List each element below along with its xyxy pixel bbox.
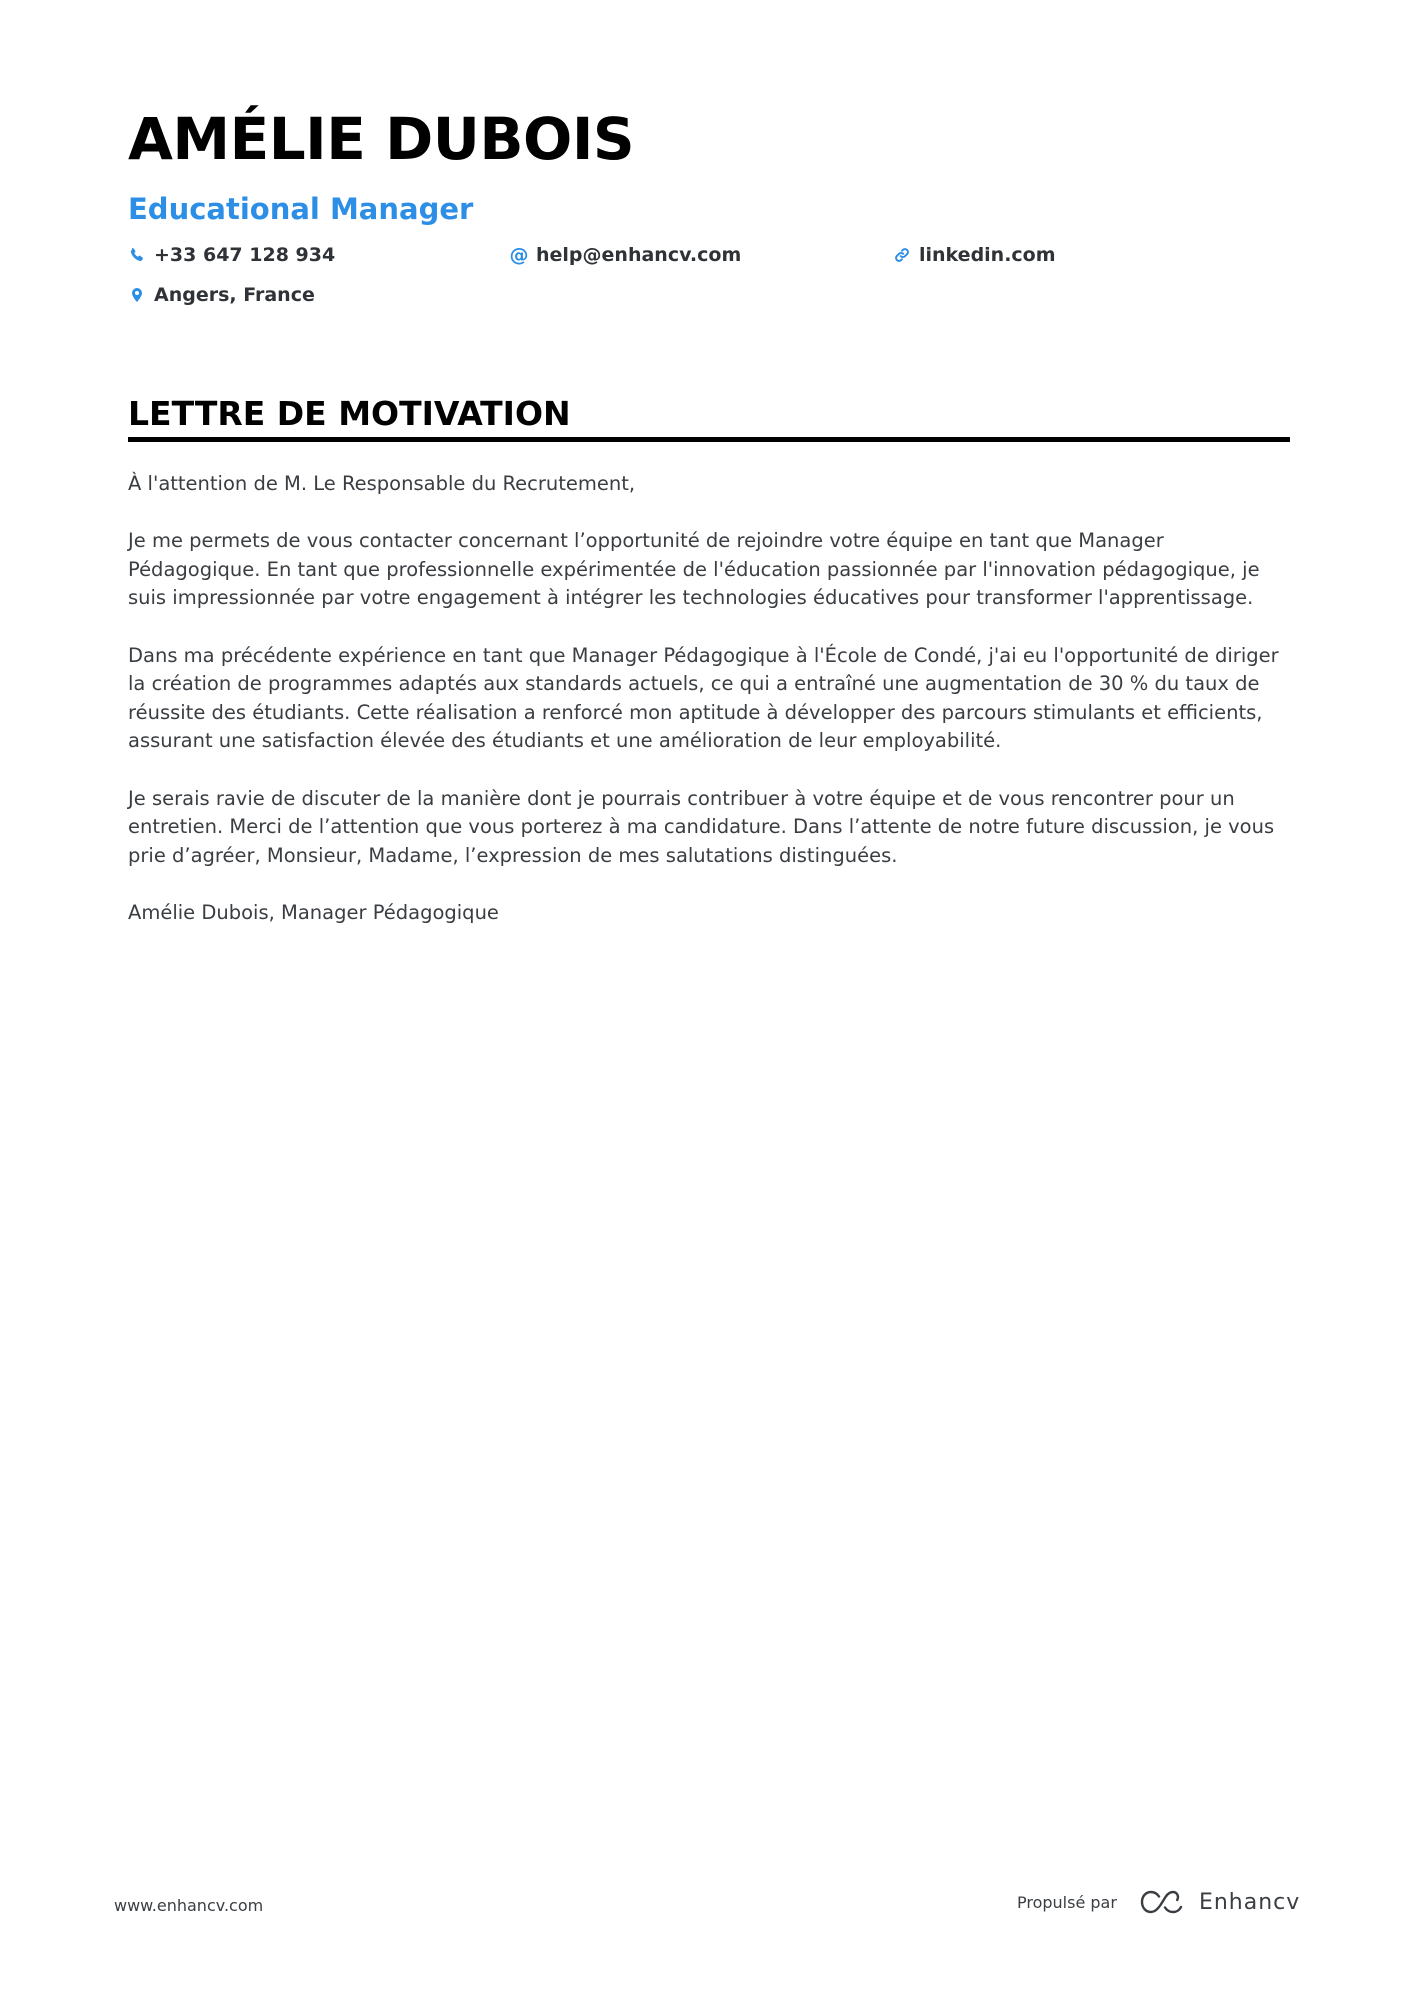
candidate-title: Educational Manager bbox=[128, 192, 474, 226]
letter-salutation: À l'attention de M. Le Responsable du Recrutement, bbox=[128, 472, 636, 495]
section-title: LETTRE DE MOTIVATION bbox=[128, 394, 571, 433]
phone-icon bbox=[128, 246, 146, 264]
letter-signature: Amélie Dubois, Manager Pédagogique bbox=[128, 900, 499, 924]
letter-paragraph: Je me permets de vous contacter concernant l’opportunité de rejoindre votre équipe en tant que Manager Pédagogique. En tant que professionnelle expérimentée de l'éducation passionnée par l'innovation pédagogique, je suis impressionnée par votre engagement à intégrer les technologies éducatives pour transformer l'apprentissage. bbox=[128, 529, 1260, 610]
location-pin-icon bbox=[128, 286, 146, 304]
contact-email[interactable] bbox=[510, 240, 741, 270]
section-divider bbox=[128, 437, 1290, 442]
brand-name: Enhancv bbox=[1198, 1889, 1301, 1915]
powered-by-label: Propulsé par bbox=[1017, 1892, 1117, 1912]
contact-phone bbox=[128, 240, 335, 270]
contact-location-text: Angers, France bbox=[154, 284, 315, 306]
contact-email-text[interactable]: help@enhancv.com bbox=[536, 244, 742, 266]
footer-website[interactable]: www.enhancv.com bbox=[114, 1896, 264, 1915]
enhancv-logo-icon bbox=[1139, 1888, 1185, 1916]
link-icon bbox=[893, 246, 911, 264]
letter-body bbox=[128, 470, 1290, 956]
at-icon: @ bbox=[509, 243, 529, 266]
letter-paragraph: Je serais ravie de discuter de la manière dont je pourrais contribuer à votre équipe et de vous rencontrer pour un entretien. Merci de l’attention que vous porterez à ma candidature. Dans l’attente de notre future discussion, je vous prie d’agréer, Monsieur, Madame, l’expression de mes salutations distinguées. bbox=[128, 786, 1275, 867]
candidate-name: AMÉLIE DUBOIS bbox=[128, 105, 635, 173]
contact-location bbox=[128, 280, 315, 310]
contact-linkedin-text[interactable]: linkedin.com bbox=[919, 244, 1056, 266]
letter-paragraph: Dans ma précédente expérience en tant que Manager Pédagogique à l'École de Condé, j'ai eu l'opportunité de diriger la création de programmes adaptés aux standards actuels, ce qui a entraîné une augmentation de 30 % du taux de réussite des étudiants. Cette réalisation a renforcé mon aptitude à développer des parcours stimulants et efficients, assurant une satisfaction élevée des étudiants et une amélioration de leur employabilité. bbox=[128, 643, 1279, 753]
contact-phone-text: +33 647 128 934 bbox=[154, 244, 336, 266]
footer-branding bbox=[1017, 1880, 1300, 1924]
contact-linkedin[interactable] bbox=[893, 240, 1056, 270]
